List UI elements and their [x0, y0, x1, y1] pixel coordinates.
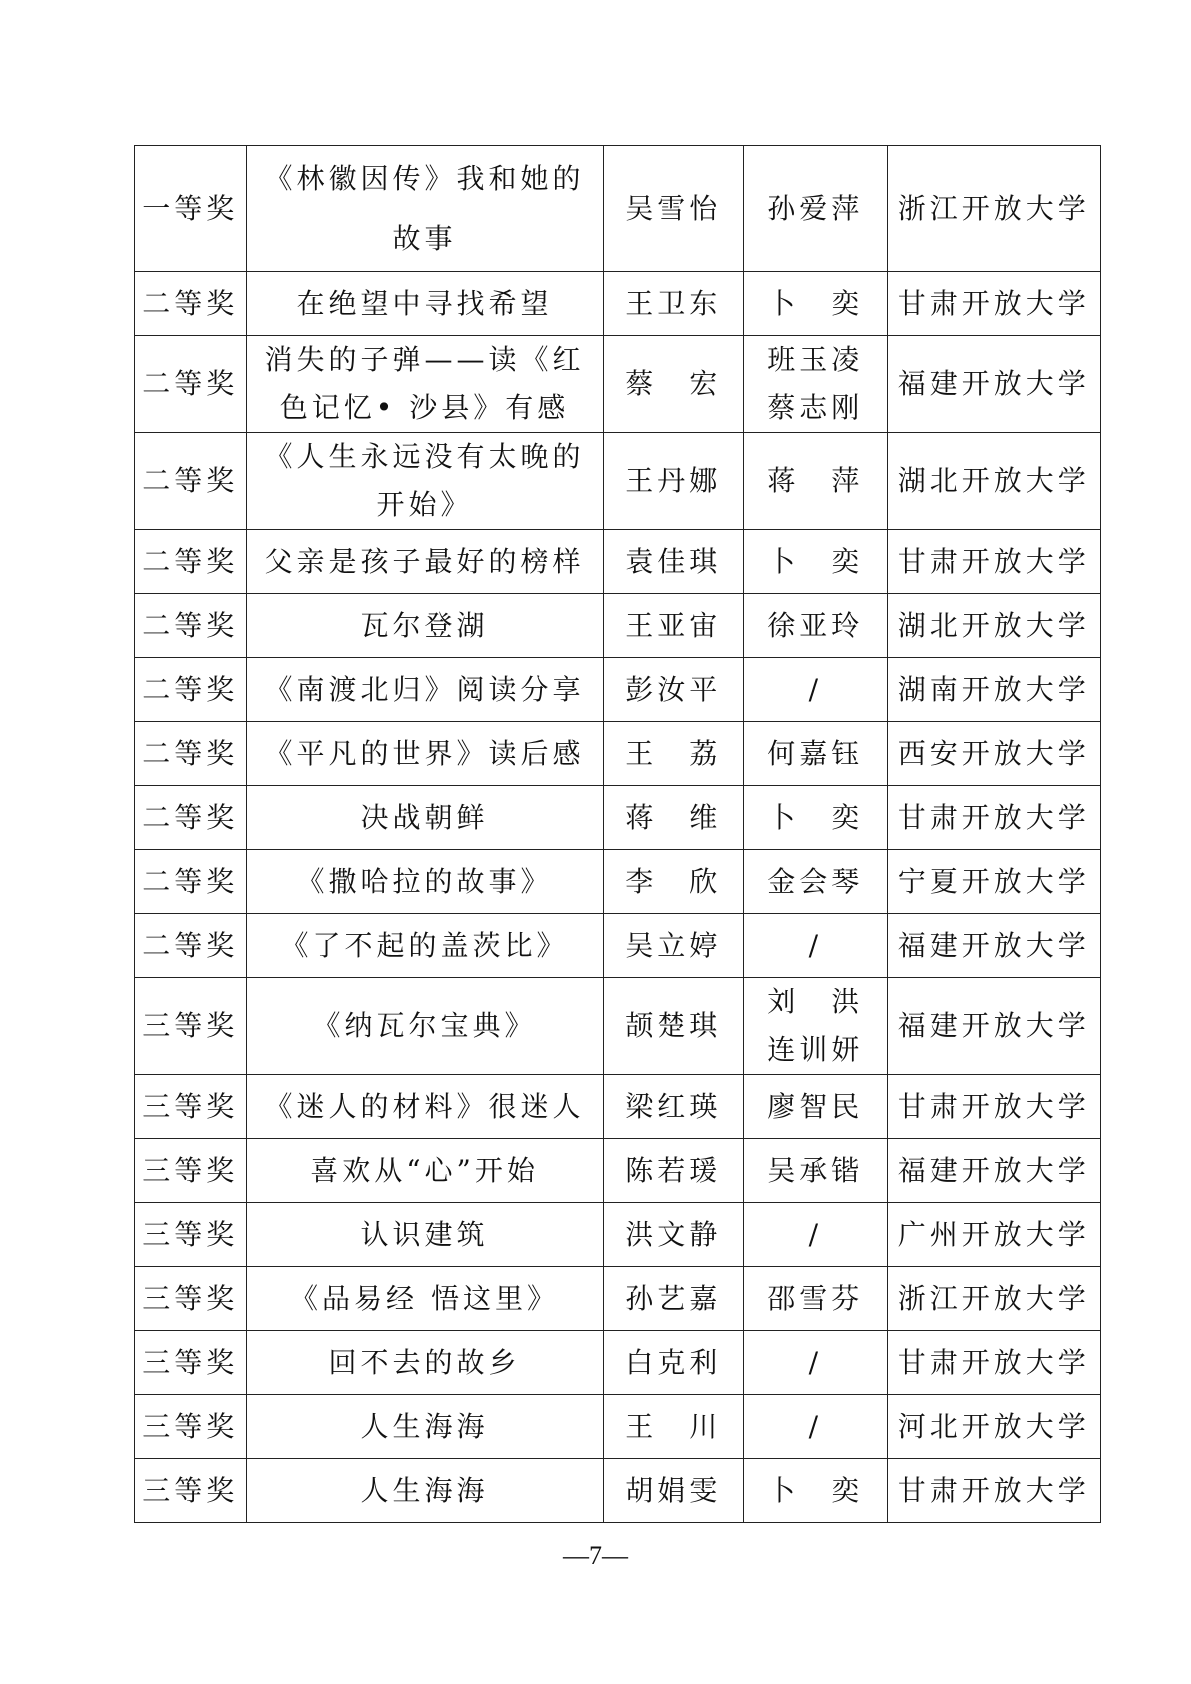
award-cell: 三等奖 — [135, 1139, 247, 1203]
table-row — [135, 530, 1101, 594]
title-cell — [246, 1395, 603, 1459]
advisor-cell — [743, 594, 887, 658]
title-cell — [246, 1203, 603, 1267]
title-line: 色记忆• 沙县》有感 — [279, 391, 570, 424]
advisor-cell — [743, 786, 887, 850]
table-row — [135, 722, 1101, 786]
title-cell — [246, 433, 603, 530]
table-row — [135, 658, 1101, 722]
award-cell: 一等奖 — [135, 146, 247, 272]
author-cell: 梁红瑛 — [603, 1075, 743, 1139]
title-cell — [246, 850, 603, 914]
award-cell: 三等奖 — [135, 1075, 247, 1139]
advisor-line: 刘 洪 — [767, 985, 864, 1018]
title-line: 《南渡北归》阅读分享 — [264, 672, 585, 706]
advisor-cell — [743, 914, 887, 978]
advisor-line: 卜 奕 — [767, 800, 864, 834]
advisor-cell — [743, 530, 887, 594]
school-cell: 湖北开放大学 — [887, 594, 1100, 658]
title-line: 《品易经 悟这里》 — [290, 1281, 559, 1315]
table-row — [135, 1267, 1101, 1331]
title-line: 《撒哈拉的故事》 — [296, 864, 553, 898]
title-cell — [246, 1331, 603, 1395]
advisor-cell — [743, 1075, 887, 1139]
page-number: —7— — [563, 1541, 628, 1570]
award-cell: 三等奖 — [135, 1331, 247, 1395]
advisor-cell — [743, 1267, 887, 1331]
advisor-cell — [743, 1331, 887, 1395]
author-cell: 李 欣 — [603, 850, 743, 914]
school-cell: 甘肃开放大学 — [887, 272, 1100, 336]
award-cell: 三等奖 — [135, 1395, 247, 1459]
award-cell: 二等奖 — [135, 336, 247, 433]
author-cell: 胡娟雯 — [603, 1459, 743, 1523]
award-cell: 二等奖 — [135, 658, 247, 722]
advisor-line: / — [808, 1217, 822, 1251]
author-cell: 彭汝平 — [603, 658, 743, 722]
school-cell: 福建开放大学 — [887, 914, 1100, 978]
school-cell: 甘肃开放大学 — [887, 1331, 1100, 1395]
author-cell: 吴雪怡 — [603, 146, 743, 272]
title-cell — [246, 1139, 603, 1203]
table-row — [135, 978, 1101, 1075]
author-cell: 王卫东 — [603, 272, 743, 336]
advisor-line: / — [808, 1409, 822, 1443]
title-line: 《了不起的盖茨比》 — [280, 928, 569, 962]
table-row — [135, 1203, 1101, 1267]
advisor-line: 金会琴 — [767, 864, 864, 898]
school-cell: 湖北开放大学 — [887, 433, 1100, 530]
table-row — [135, 786, 1101, 850]
school-cell: 甘肃开放大学 — [887, 530, 1100, 594]
school-cell: 甘肃开放大学 — [887, 1459, 1100, 1523]
title-line: 在绝望中寻找希望 — [296, 286, 553, 320]
advisor-line: 邵雪芬 — [767, 1281, 864, 1315]
award-cell: 三等奖 — [135, 1267, 247, 1331]
title-cell — [246, 722, 603, 786]
title-cell — [246, 146, 603, 272]
school-cell: 福建开放大学 — [887, 1139, 1100, 1203]
advisor-cell — [743, 146, 887, 272]
advisor-line: 徐亚玲 — [767, 608, 864, 642]
award-cell: 二等奖 — [135, 722, 247, 786]
advisor-line: 卜 奕 — [767, 286, 864, 320]
school-cell: 浙江开放大学 — [887, 146, 1100, 272]
title-line: 决战朝鲜 — [360, 800, 489, 834]
author-cell: 袁佳琪 — [603, 530, 743, 594]
award-cell: 二等奖 — [135, 850, 247, 914]
advisor-cell — [743, 722, 887, 786]
title-line: 《人生永远没有太晚的 — [264, 440, 585, 473]
table-row — [135, 594, 1101, 658]
advisor-line: 廖智民 — [767, 1089, 864, 1123]
title-cell — [246, 594, 603, 658]
award-cell: 二等奖 — [135, 272, 247, 336]
author-cell: 吴立婷 — [603, 914, 743, 978]
school-cell: 福建开放大学 — [887, 978, 1100, 1075]
school-cell: 广州开放大学 — [887, 1203, 1100, 1267]
advisor-cell — [743, 1459, 887, 1523]
award-cell: 三等奖 — [135, 978, 247, 1075]
title-line: 开始》 — [376, 488, 473, 521]
advisor-cell — [743, 658, 887, 722]
advisor-line: 吴承锴 — [767, 1153, 864, 1187]
advisor-line: 蔡志刚 — [767, 391, 864, 424]
table-row — [135, 433, 1101, 530]
award-cell: 二等奖 — [135, 594, 247, 658]
title-cell — [246, 786, 603, 850]
title-cell — [246, 658, 603, 722]
award-cell: 二等奖 — [135, 914, 247, 978]
advisor-line: 班玉凌 — [767, 343, 864, 376]
author-cell: 陈若瑗 — [603, 1139, 743, 1203]
table-row — [135, 336, 1101, 433]
title-line: 人生海海 — [360, 1473, 489, 1507]
school-cell: 甘肃开放大学 — [887, 1075, 1100, 1139]
author-cell: 王丹娜 — [603, 433, 743, 530]
advisor-cell — [743, 1395, 887, 1459]
author-cell: 蒋 维 — [603, 786, 743, 850]
author-cell: 王 川 — [603, 1395, 743, 1459]
title-line: 《纳瓦尔宝典》 — [312, 1009, 537, 1042]
advisor-line: 蒋 萍 — [767, 464, 864, 497]
advisor-cell — [743, 978, 887, 1075]
author-cell: 王 荔 — [603, 722, 743, 786]
advisor-line: 孙爱萍 — [767, 191, 864, 225]
advisor-cell — [743, 272, 887, 336]
table-row — [135, 850, 1101, 914]
table-row — [135, 146, 1101, 272]
award-table — [134, 145, 1101, 1523]
title-line: 消失的子弹——读《红 — [264, 343, 585, 376]
table-row — [135, 1139, 1101, 1203]
school-cell: 湖南开放大学 — [887, 658, 1100, 722]
advisor-cell — [743, 336, 887, 433]
title-cell — [246, 530, 603, 594]
title-line: 故事 — [392, 221, 457, 255]
table-body — [135, 146, 1101, 1523]
award-cell: 三等奖 — [135, 1203, 247, 1267]
title-line: 喜欢从“心”开始 — [310, 1153, 539, 1187]
title-line: 《迷人的材料》很迷人 — [264, 1089, 585, 1123]
title-line: 父亲是孩子最好的榜样 — [264, 544, 585, 578]
title-line: 人生海海 — [360, 1409, 489, 1443]
advisor-line: 卜 奕 — [767, 544, 864, 578]
advisor-line: / — [808, 1345, 822, 1379]
advisor-line: 连训妍 — [767, 1033, 864, 1066]
school-cell: 甘肃开放大学 — [887, 786, 1100, 850]
author-cell: 颉楚琪 — [603, 978, 743, 1075]
advisor-line: / — [808, 672, 822, 706]
award-cell: 二等奖 — [135, 786, 247, 850]
advisor-cell — [743, 433, 887, 530]
author-cell: 洪文静 — [603, 1203, 743, 1267]
author-cell: 蔡 宏 — [603, 336, 743, 433]
table-row — [135, 1331, 1101, 1395]
advisor-cell — [743, 1139, 887, 1203]
title-line: 《林徽因传》我和她的 — [264, 161, 585, 195]
school-cell: 宁夏开放大学 — [887, 850, 1100, 914]
table-row — [135, 1395, 1101, 1459]
table-row — [135, 914, 1101, 978]
author-cell: 孙艺嘉 — [603, 1267, 743, 1331]
title-cell — [246, 1075, 603, 1139]
school-cell: 福建开放大学 — [887, 336, 1100, 433]
advisor-line: 何嘉钰 — [767, 736, 864, 770]
school-cell: 西安开放大学 — [887, 722, 1100, 786]
table-row — [135, 1075, 1101, 1139]
title-line: 回不去的故乡 — [328, 1345, 521, 1379]
title-cell — [246, 336, 603, 433]
advisor-line: 卜 奕 — [767, 1473, 864, 1507]
title-line: 认识建筑 — [360, 1217, 489, 1251]
advisor-line: / — [808, 928, 822, 962]
title-line: 瓦尔登湖 — [360, 608, 489, 642]
title-cell — [246, 1267, 603, 1331]
table-row — [135, 272, 1101, 336]
award-cell: 三等奖 — [135, 1459, 247, 1523]
award-cell: 二等奖 — [135, 433, 247, 530]
advisor-cell — [743, 1203, 887, 1267]
title-cell — [246, 914, 603, 978]
school-cell: 河北开放大学 — [887, 1395, 1100, 1459]
advisor-cell — [743, 850, 887, 914]
author-cell: 王亚宙 — [603, 594, 743, 658]
school-cell: 浙江开放大学 — [887, 1267, 1100, 1331]
award-cell: 二等奖 — [135, 530, 247, 594]
title-cell — [246, 978, 603, 1075]
table-row — [135, 1459, 1101, 1523]
author-cell: 白克利 — [603, 1331, 743, 1395]
title-line: 《平凡的世界》读后感 — [264, 736, 585, 770]
title-cell — [246, 272, 603, 336]
title-cell — [246, 1459, 603, 1523]
